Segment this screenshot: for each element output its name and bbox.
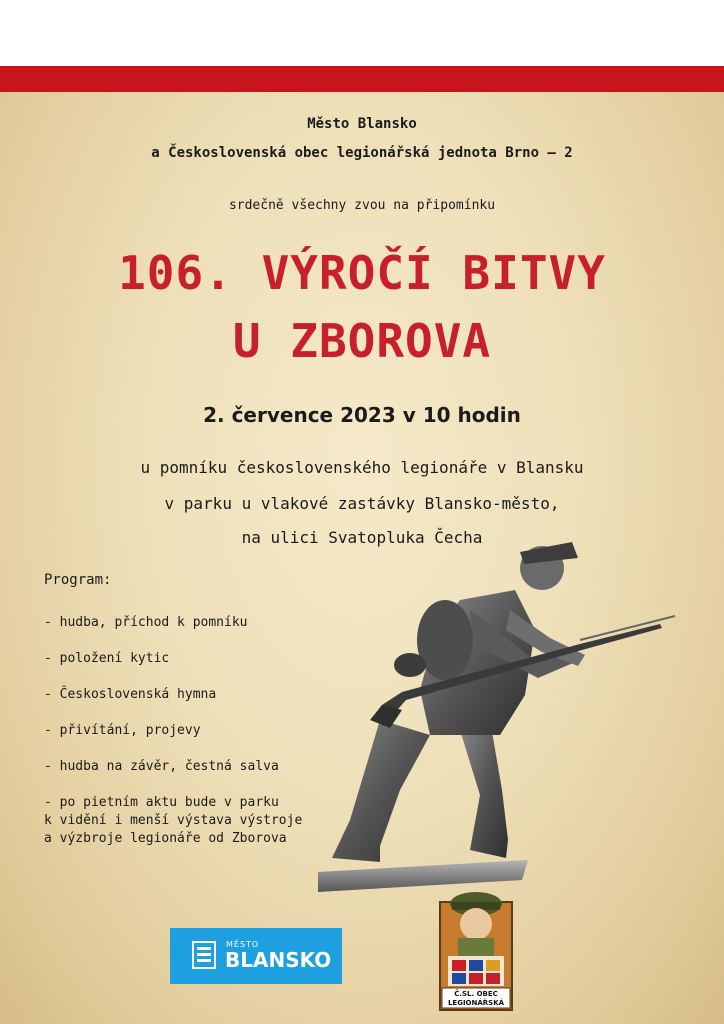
program-item	[44, 794, 302, 848]
headline-line-2: U ZBOROVA	[232, 314, 492, 368]
legionnaire-statue	[310, 520, 720, 910]
event-place-line-3: na ulici Svatopluka Čecha	[241, 528, 483, 547]
event-place-line-1: u pomníku československého legionáře v Blansku	[140, 458, 584, 477]
legion-badge	[438, 886, 514, 1012]
program-item: - hudba, příchod k pomníku	[44, 615, 248, 630]
program-item: - Československá hymna	[44, 687, 217, 702]
flag-white-stripe	[0, 0, 724, 66]
flag-red-stripe	[0, 66, 724, 92]
blansko-logo-small-text: MĚSTO	[226, 940, 260, 949]
program-item: - přivítání, projevy	[44, 723, 201, 738]
program-item: - hudba na závěr, čestná salva	[44, 759, 279, 774]
blansko-logo-name: BLANSKO	[225, 948, 332, 972]
organizer-line-2: a Československá obec legionářská jednota Brno – 2	[151, 145, 573, 161]
legion-badge-line-2: LEGIONÁŘSKÁ	[447, 999, 505, 1007]
program-item-continuation-2: a výzbroje legionáře od Zborova	[44, 831, 287, 846]
invitation-text: srdečně všechny zvou na připomínku	[228, 198, 496, 213]
program-item: - položení kytic	[44, 651, 170, 666]
program-item-text: - po pietním aktu bude v parku	[44, 795, 279, 810]
program-heading: Program:	[44, 572, 112, 588]
event-place-line-2: v parku u vlakové zastávky Blansko-město,	[164, 494, 560, 513]
event-date: 2. července 2023 v 10 hodin	[203, 403, 521, 427]
program-list	[44, 614, 302, 866]
program-item-continuation-1: k vidění i menší výstava výstroje	[44, 813, 303, 828]
city-emblem-icon	[192, 941, 216, 969]
blansko-logo	[170, 928, 342, 984]
headline-line-1: 106. VÝROČÍ BITVY	[118, 246, 606, 300]
legion-badge-line-1: Č.SL. OBEC	[454, 990, 498, 998]
organizer-line-1: Město Blansko	[307, 116, 417, 132]
